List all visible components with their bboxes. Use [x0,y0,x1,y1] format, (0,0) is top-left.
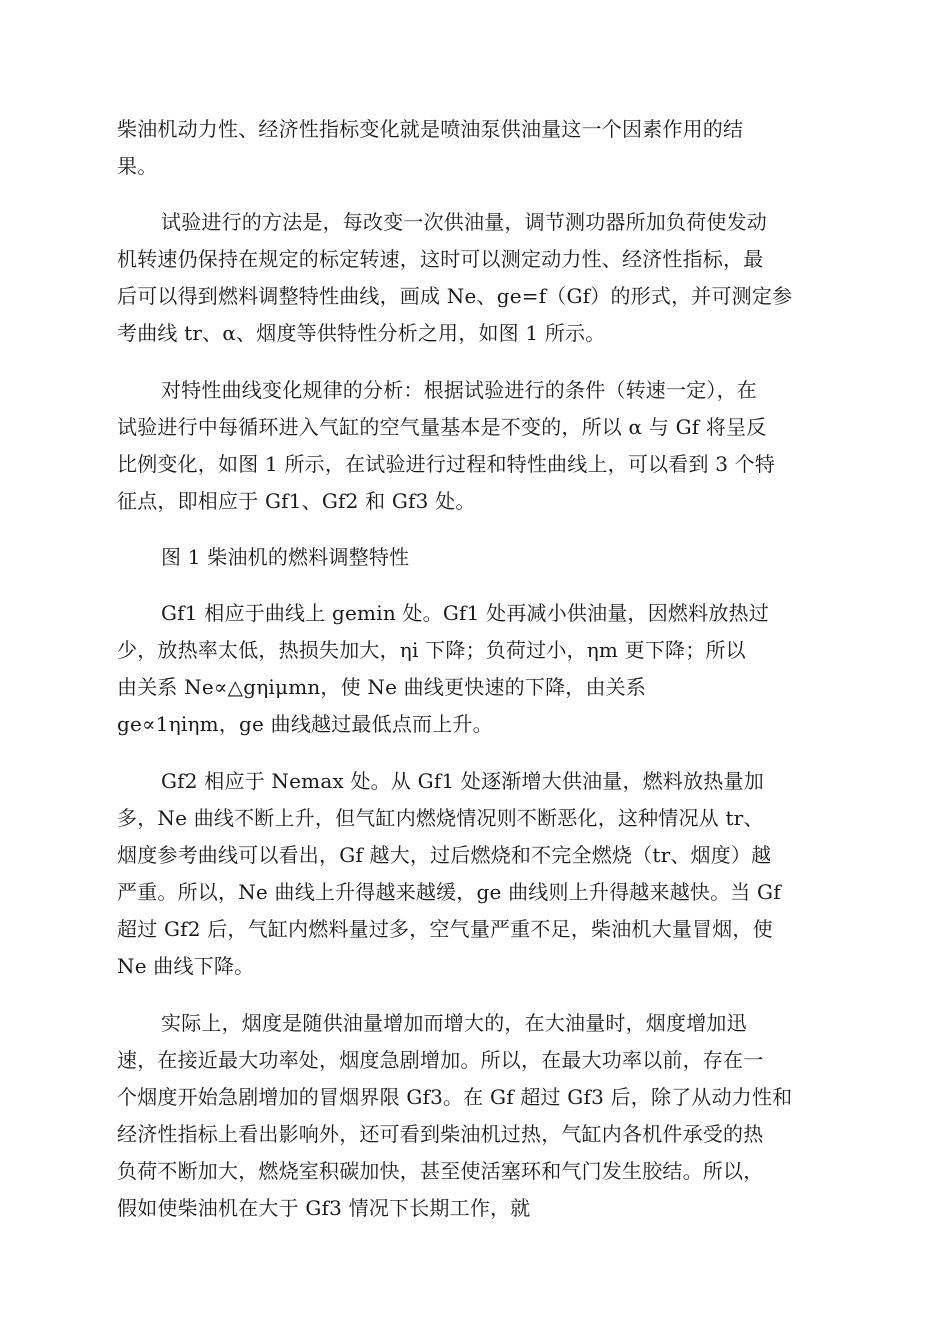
paragraph-3-line-2: 试验进行中每循环进入气缸的空气量基本是不变的，所以 α 与 Gf 将呈反 [117,415,767,439]
figure-caption: 图 1 柴油机的燃料调整特性 [161,545,410,569]
paragraph-4-line-2: 少，放热率太低，热损失加大，ηi 下降；负荷过小，ηm 更下降；所以 [117,638,746,662]
paragraph-6-line-1: 实际上，烟度是随供油量增加而增大的，在大油量时，烟度增加迅 [161,1011,747,1035]
paragraph-6-line-4: 经济性指标上看出影响外，还可看到柴油机过热，气缸内各机件承受的热 [117,1122,764,1146]
paragraph-5-line-1: Gf2 相应于 Nemax 处。从 Gf1 处逐渐增大供油量，燃料放热量加 [161,769,764,793]
paragraph-6-line-6: 假如使柴油机在大于 Gf3 情况下长期工作，就 [117,1196,531,1220]
paragraph-3-line-3: 比例变化，如图 1 所示，在试验进行过程和特性曲线上，可以看到 3 个特 [117,452,776,476]
paragraph-4-line-4: ge∝1ηiηm，ge 曲线越过最低点而上升。 [117,712,493,736]
paragraph-2-line-2: 机转速仍保持在规定的标定转速，这时可以测定动力性、经济性指标，最 [117,247,764,271]
paragraph-4-line-1: Gf1 相应于曲线上 gemin 处。Gf1 处再减小供油量，因燃料放热过 [161,601,769,625]
paragraph-5-line-3: 烟度参考曲线可以看出，Gf 越大，过后燃烧和不完全燃烧（tr、烟度）越 [117,843,772,867]
paragraph-5-line-4: 严重。所以，Ne 曲线上升得越来越缓，ge 曲线则上升得越来越快。当 Gf [117,880,781,904]
paragraph-3-line-4: 征点，即相应于 Gf1、Gf2 和 Gf3 处。 [117,489,476,513]
paragraph-4-line-3: 由关系 Ne∝△gηiμmn，使 Ne 曲线更快速的下降，由关系 [117,675,647,699]
paragraph-2-line-4: 考曲线 tr、α、烟度等供特性分析之用，如图 1 所示。 [117,321,606,345]
paragraph-1-line-1: 柴油机动力性、经济性指标变化就是喷油泵供油量这一个因素作用的结 [117,117,744,141]
paragraph-2-line-1: 试验进行的方法是，每改变一次供油量，调节测功器所加负荷使发动 [161,210,767,234]
paragraph-1-line-2: 果。 [117,154,158,178]
paragraph-6-line-2: 速，在接近最大功率处，烟度急剧增加。所以，在最大功率以前，存在一 [117,1048,764,1072]
paragraph-6-line-5: 负荷不断加大，燃烧室积碳加快，甚至使活塞环和气门发生胶结。所以， [117,1159,764,1183]
paragraph-5-line-6: Ne 曲线下降。 [117,954,255,978]
paragraph-6-line-3: 个烟度开始急剧增加的冒烟界限 Gf3。在 Gf 超过 Gf3 后，除了从动力性和 [117,1085,793,1109]
paragraph-3-line-1: 对特性曲线变化规律的分析：根据试验进行的条件（转速一定），在 [161,378,757,402]
paragraph-2-line-3: 后可以得到燃料调整特性曲线，画成 Ne、ge=f（Gf）的形式，并可测定参 [117,284,793,308]
paragraph-5-line-2: 多，Ne 曲线不断上升，但气缸内燃烧情况则不断恶化，这种情况从 tr、 [117,806,764,830]
paragraph-5-line-5: 超过 Gf2 后，气缸内燃料量过多，空气量严重不足，柴油机大量冒烟，使 [117,917,773,941]
